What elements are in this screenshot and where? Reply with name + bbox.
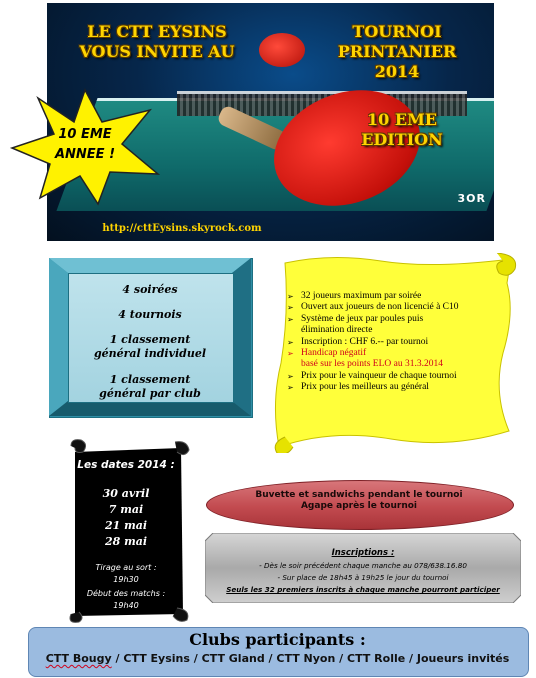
club-rolle: CTT Rolle [347, 652, 406, 665]
teal-line-tournois: 4 tournois [118, 308, 182, 321]
small-paddle-icon [259, 33, 305, 67]
tournoi-line-2: PRINTANIER [337, 42, 457, 61]
debut-label: Début des matchs : [86, 589, 166, 598]
arrow-bullet-icon: ➢ [287, 337, 294, 347]
teal-line-classement-1b: général individuel [93, 347, 207, 360]
info-item [287, 291, 512, 302]
clubs-title: Clubs participants : [189, 630, 366, 649]
club-eysins: CTT Eysins [123, 652, 190, 665]
info-item [287, 337, 512, 348]
inscriptions-line-1: - Dès le soir précédent chaque manche au 078/638.16.80 [259, 561, 467, 570]
arrow-bullet-icon: ➢ [287, 383, 294, 393]
debut-time: 19h40 [113, 601, 139, 610]
club-invites: Joueurs invités [416, 652, 510, 665]
star-text-line-1: 10 EME [58, 127, 112, 142]
arrow-bullet-icon: ➢ [287, 371, 294, 381]
arrow-bullet-icon: ➢ [287, 349, 294, 359]
arrow-bullet-icon: ➢ [287, 314, 294, 324]
tirage-time: 19h30 [113, 575, 139, 584]
club-gland: CTT Gland [201, 652, 265, 665]
edition-line-2: EDITION [361, 130, 443, 149]
arrow-bullet-icon: ➢ [287, 292, 294, 301]
edition-line-1: 10 EME [367, 110, 437, 129]
info-text: Inscription : CHF 6.-- par tournoi [301, 336, 429, 347]
teal-line-classement-1a: 1 classement [109, 333, 191, 346]
info-item [287, 314, 512, 325]
club-nyon: CTT Nyon [276, 652, 336, 665]
tournoi-year: 2014 [374, 62, 420, 81]
info-item [287, 371, 512, 382]
info-item-handicap [287, 348, 512, 359]
inscriptions-line-3: Seuls les 32 premiers inscrits à chaque manche pourront participer [226, 585, 500, 594]
date-item: 28 mai [104, 535, 148, 548]
date-item: 7 mai [108, 503, 144, 516]
info-text: basé sur les points ELO au 31.3.2014 [301, 359, 443, 370]
dates-title: Les dates 2014 : [77, 459, 175, 471]
teal-line-classement-2a: 1 classement [109, 373, 191, 386]
inscriptions-title: Inscriptions : [331, 548, 395, 558]
tournament-info-list [287, 291, 512, 394]
tirage-label: Tirage au sort : [95, 563, 157, 572]
info-item [287, 382, 512, 393]
star-text-line-2: ANNEE ! [54, 147, 116, 162]
info-text: Prix pour les meilleurs au général [301, 382, 429, 393]
buvette-line-1: Buvette et sandwichs pendant le tournoi [255, 490, 463, 500]
info-text: Handicap négatif [301, 348, 367, 359]
website-link[interactable]: http://cttEysins.skyrock.com [102, 223, 262, 234]
buvette-line-2: Agape après le tournoi [300, 501, 418, 511]
invite-line-2: VOUS INVITE AU [79, 42, 235, 61]
teal-line-soirees: 4 soirées [122, 283, 178, 296]
club-bougy: CTT Bougy [45, 652, 112, 665]
info-item [287, 302, 512, 313]
date-item: 21 mai [104, 519, 148, 532]
info-item-continuation [287, 325, 512, 336]
date-item: 30 avril [102, 487, 150, 500]
tournoi-line-1: TOURNOI [352, 22, 442, 41]
info-item-continuation [287, 359, 512, 370]
invite-line-1: LE CTT EYSINS [87, 22, 227, 41]
info-text: Système de jeux par poules puis [301, 313, 424, 324]
info-text: Ouvert aux joueurs de non licencié à C10 [301, 302, 459, 313]
arrow-bullet-icon: ➢ [287, 303, 294, 313]
info-text: 32 joueurs maximum par soirée [301, 291, 422, 301]
teal-line-classement-2b: général par club [99, 387, 201, 400]
clubs-list: CTT Bougy / CTT Eysins / CTT Gland / CTT Nyon / CTT Rolle / Joueurs invités [45, 652, 510, 665]
inscriptions-line-2: - Sur place de 18h45 à 19h25 le jour du tournoi [277, 573, 449, 582]
info-text: Prix pour le vainqueur de chaque tournoi [301, 370, 457, 381]
table-brand-text: 3OR [457, 192, 486, 205]
info-text: élimination directe [301, 325, 373, 336]
